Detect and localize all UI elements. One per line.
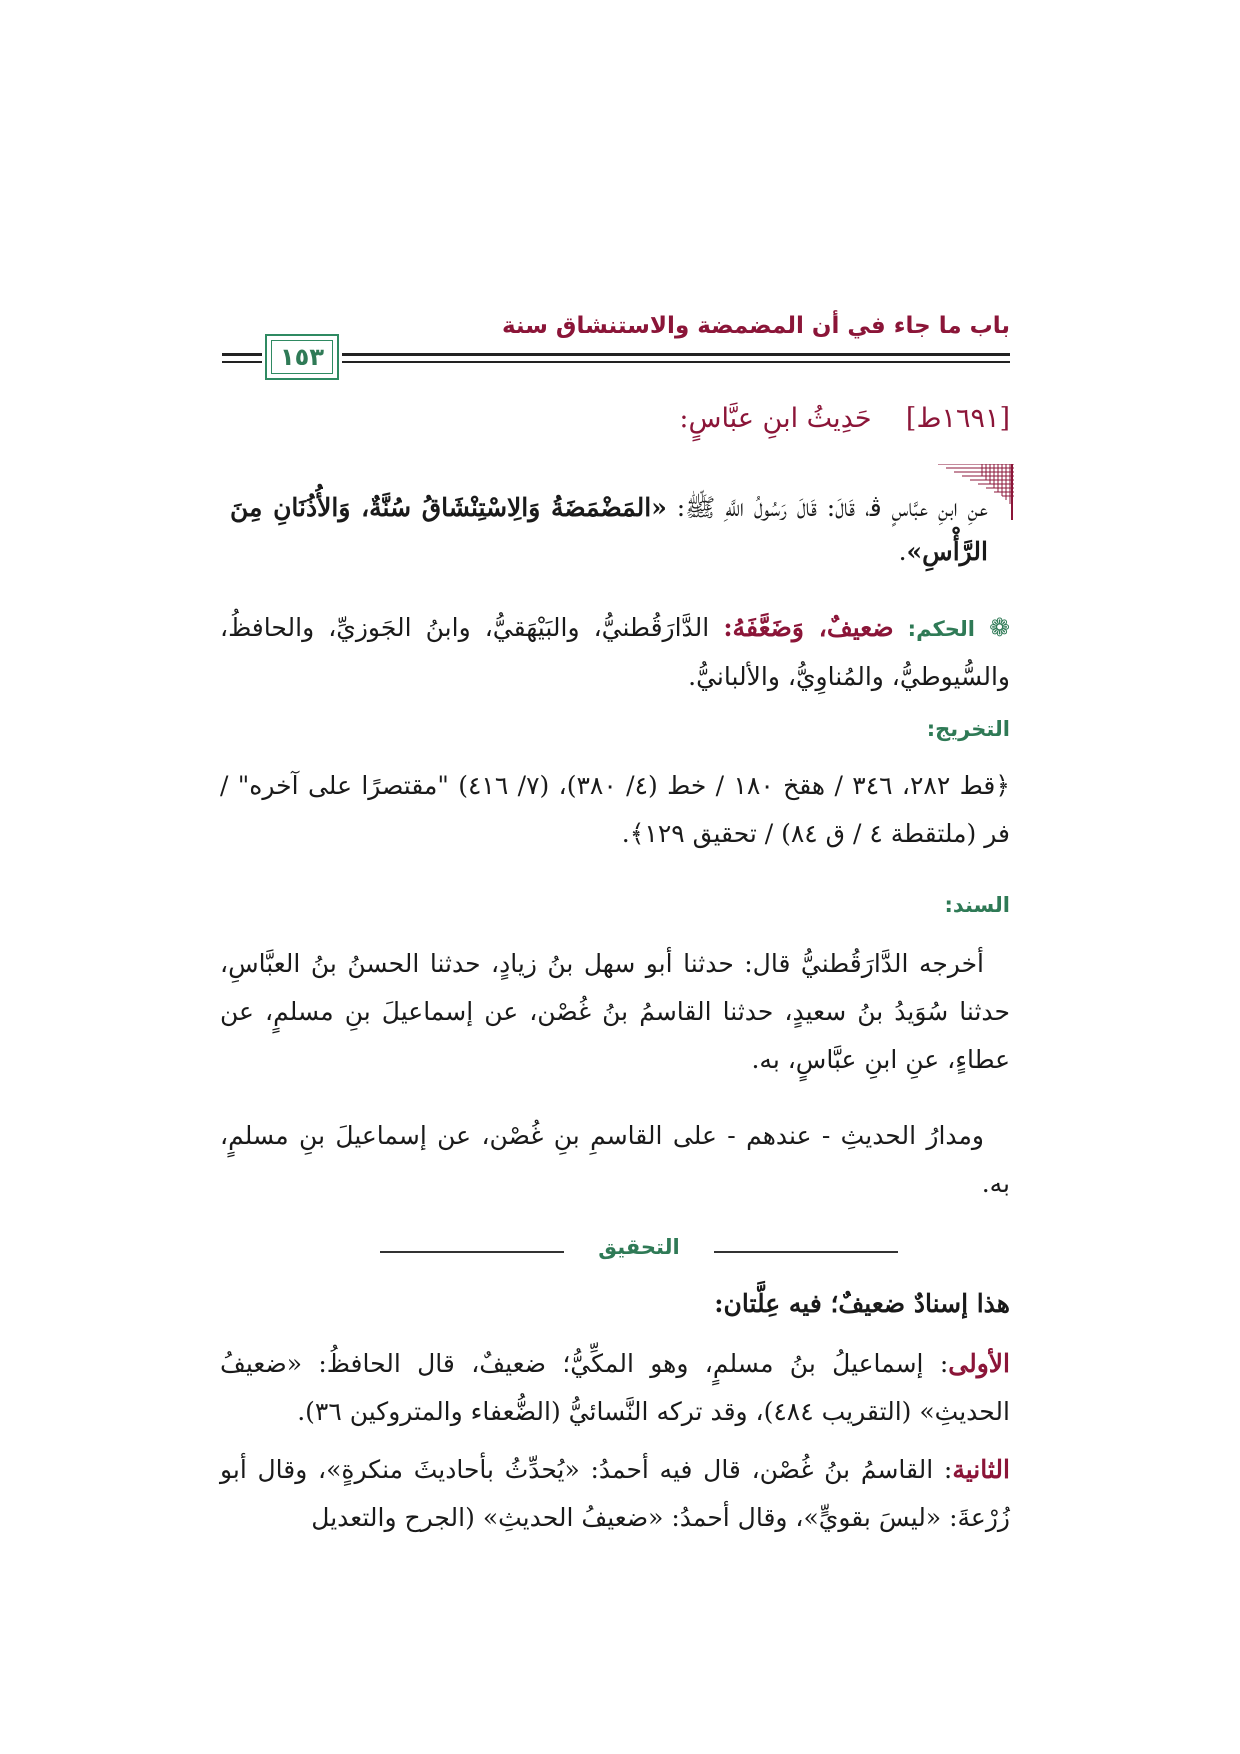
takhrij-label: التخريج: (926, 717, 1010, 741)
first-defect-label: الأولى (948, 1349, 1010, 1378)
hadith-text: عنِ ابنِ عبَّاسٍ ﭬ، قَالَ: قَالَ رَسُولُ اللَّهِ ﷺ: «المَضْمَضَةُ وَالِاسْتِنْشَاقُ سُنَّةٌ، وَالأُذُنَانِ مِنَ الرَّأْسِ». (230, 493, 988, 566)
hadith-heading (679, 403, 1010, 434)
second-defect-paragraph: الثانية: القاسمُ بنُ غُصْن، قال فيه أحمدُ: «يُحدِّثُ بأحاديثَ منكرةٍ»، وقال أبو زُرْعةَ: «ليسَ بقويٍّ»، وقال أحمدُ: «ضعيفُ الحديثِ» (الجرح والتعديل (220, 1455, 1010, 1532)
header-rule (222, 361, 262, 363)
first-defect-paragraph: الأولى: إسماعيلُ بنُ مسلمٍ، وهو المكِّيُّ؛ ضعيفٌ، قال الحافظُ: «ضعيفُ الحديثِ» (التقريب ٤٨٤)، وقد تركه النَّسائيُّ (الضُّعفاء والمتروكين ٣٦). (220, 1349, 1010, 1426)
section-divider (380, 1235, 898, 1265)
ruling-label: الحكم: (907, 617, 975, 641)
sanad-paragraph-2: ومدارُ الحديثِ - عندهم - على القاسمِ بنِ غُصْن، عن إسماعيلَ بنِ مسلمٍ، به. (220, 1121, 1010, 1198)
header-rule (342, 361, 1010, 363)
second-defect-label: الثانية (952, 1455, 1010, 1484)
header-rule (342, 353, 1010, 356)
flower-ornament-icon: ❁ (989, 613, 1011, 642)
page-number-badge (265, 334, 339, 380)
chapter-title: باب ما جاء في أن المضمضة والاستنشاق سنة (501, 313, 1010, 339)
page-number: ١٥٣ (280, 343, 324, 371)
hadith-title: حَدِيثُ ابنِ عبَّاسٍ: (679, 403, 872, 434)
takhrij-text: ﴿قط ٢٨٢، ٣٤٦ / هقخ ١٨٠ / خط (٤/ ٣٨٠)، (٧/ ٤١٦) "مقتصرًا على آخره" / فر (ملتقطة ٤ / ق ٨٤) / تحقيق ١٢٩﴾. (220, 771, 1010, 848)
hadith-quote: «المَضْمَضَةُ وَالِاسْتِنْشَاقُ سُنَّةٌ، وَالأُذُنَانِ مِنَ الرَّأْسِ» (230, 493, 988, 566)
hadith-text-box (228, 464, 1014, 576)
tahqiq-label: التحقيق (564, 1235, 713, 1259)
header-rule (222, 353, 262, 356)
hadith-number: [١٦٩١ط] (905, 403, 1010, 434)
page-header (222, 313, 1010, 383)
ruling-paragraph (220, 604, 1010, 701)
sanad-paragraph-1: أخرجه الدَّارَقُطنيُّ قال: حدثنا أبو سهل بنُ زيادٍ، حدثنا الحسنُ بنُ العبَّاسِ، حدثنا سُوَيدُ بنُ سعيدٍ، حدثنا القاسمُ بنُ غُصْن، عن إسماعيلَ بنِ مسلمٍ، عن عطاءٍ، عنِ ابنِ عبَّاسٍ، به. (220, 949, 1010, 1074)
sanad-label: السند: (944, 893, 1010, 917)
sanad-heading-row (220, 880, 1010, 929)
takhrij-heading-row (220, 704, 1010, 753)
tahqiq-intro: هذا إسنادٌ ضعيفٌ؛ فيه عِلَّتان: (714, 1289, 1010, 1318)
ruling-text: الدَّارَقُطنيُّ، والبَيْهَقيُّ، وابنُ الجَوزيِّ، والحافظُ، والسُّيوطيُّ، والمُناوِيُّ، والألبانيُّ. (220, 613, 1010, 691)
ruling-verdict: ضعيفٌ، وَضَعَّفَهُ: (723, 613, 894, 642)
